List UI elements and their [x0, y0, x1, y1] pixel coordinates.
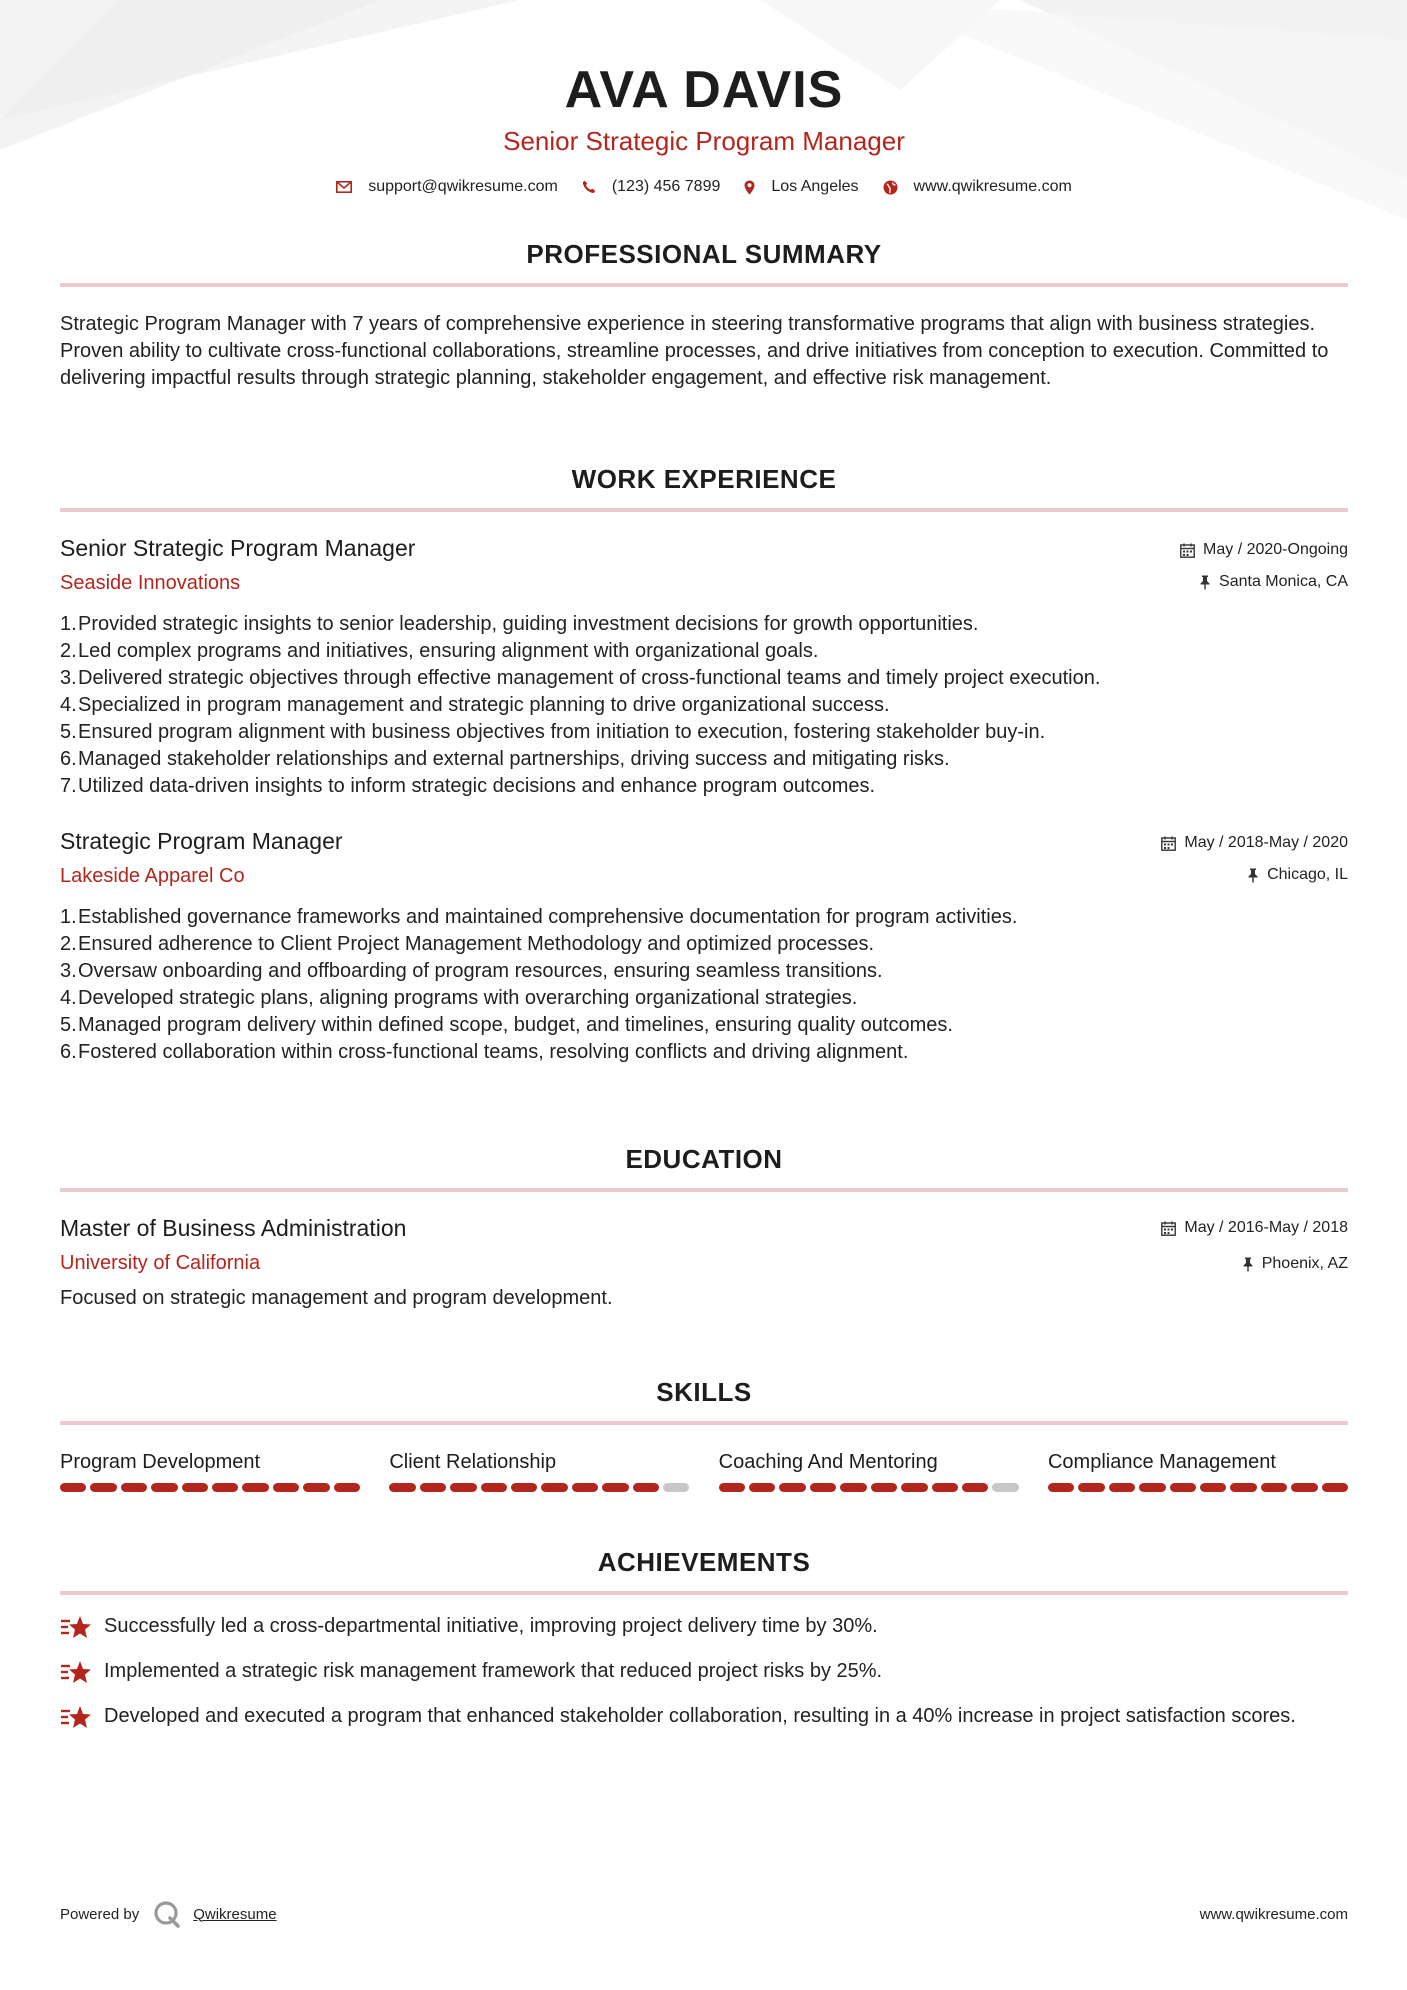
shooting-star-icon [60, 1615, 92, 1641]
degree-title: Master of Business Administration [60, 1215, 407, 1241]
email-text: support@qwikresume.com [368, 178, 558, 195]
skill-rating-bar [389, 1483, 689, 1492]
skill-item [389, 1449, 689, 1492]
pushpin-icon [1247, 868, 1259, 883]
list-item: 4. Specialized in program management and strategic planning to drive organizational success. [60, 694, 890, 716]
job-location: Chicago, IL [1267, 866, 1348, 883]
list-item: 3. Delivered strategic objectives through effective management of cross-functional teams and timely project execution. [60, 667, 1101, 689]
education-heading: EDUCATION [625, 1144, 783, 1174]
skill-item [719, 1449, 1019, 1492]
skill-rating-segment [1170, 1483, 1196, 1492]
skill-rating-segment [242, 1483, 268, 1492]
qwikresume-logo-icon [153, 1900, 181, 1928]
skill-rating-segment [60, 1483, 86, 1492]
achievement-text: Implemented a strategic risk management framework that reduced project risks by 25%. [104, 1660, 883, 1682]
skill-rating-segment [810, 1483, 836, 1492]
skill-rating-segment [273, 1483, 299, 1492]
skill-rating-segment [303, 1483, 329, 1492]
skill-rating-segment [840, 1483, 866, 1492]
website-text: www.qwikresume.com [913, 178, 1072, 195]
list-item: 5. Managed program delivery within defined scope, budget, and timelines, ensuring quality outcomes. [60, 1014, 953, 1036]
resume-header [60, 0, 1348, 196]
skill-rating-segment [541, 1483, 567, 1492]
job-title: Senior Strategic Program Manager [60, 535, 416, 561]
skill-name: Compliance Management [1047, 1451, 1276, 1473]
contact-website[interactable] [883, 178, 1072, 196]
skill-rating-segment [602, 1483, 628, 1492]
list-item: 1. Established governance frameworks and maintained comprehensive documentation for program activities. [60, 906, 1018, 928]
job-dates: May / 2018-May / 2020 [1184, 834, 1348, 851]
skill-rating-segment [1322, 1483, 1348, 1492]
footer-website-link[interactable]: www.qwikresume.com [1199, 1905, 1348, 1923]
skill-rating-segment [182, 1483, 208, 1492]
skill-rating-segment [121, 1483, 147, 1492]
list-item: 2. Led complex programs and initiatives, ensuring alignment with organizational goals. [60, 640, 819, 662]
contact-bar [60, 178, 1348, 196]
section-divider [60, 508, 1348, 512]
candidate-name: AVA DAVIS [564, 61, 844, 119]
list-item: 6. Managed stakeholder relationships and external partnerships, driving success and mitigating risks. [60, 748, 950, 770]
envelope-icon [336, 181, 352, 193]
skill-rating-segment [749, 1483, 775, 1492]
list-item: 6. Fostered collaboration within cross-functional teams, resolving conflicts and driving alignment. [60, 1041, 909, 1063]
contact-email[interactable] [336, 178, 558, 196]
skill-rating-segment [212, 1483, 238, 1492]
calendar-icon [1161, 836, 1176, 851]
skill-rating-segment [1200, 1483, 1226, 1492]
shooting-star-icon [60, 1660, 92, 1686]
skill-rating-bar [719, 1483, 1019, 1492]
skills-heading: SKILLS [656, 1377, 752, 1407]
resume-page [60, 0, 1348, 1727]
education-section [60, 1143, 1348, 1312]
list-item: 4. Developed strategic plans, aligning programs with overarching organizational strategies. [60, 987, 858, 1009]
skill-rating-segment [1078, 1483, 1104, 1492]
experience-section [60, 463, 1348, 1066]
map-pin-icon [744, 180, 755, 195]
skill-rating-bar [60, 1483, 360, 1492]
job-bullets [60, 904, 1348, 1066]
summary-heading: PROFESSIONAL SUMMARY [526, 239, 882, 269]
skill-rating-segment [1048, 1483, 1074, 1492]
list-item: 3. Oversaw onboarding and offboarding of program resources, ensuring seamless transitions. [60, 960, 883, 982]
skill-rating-segment [90, 1483, 116, 1492]
job-bullets [60, 611, 1348, 800]
section-divider [60, 1421, 1348, 1425]
list-item: 2. Ensured adherence to Client Project Management Methodology and optimized processes. [60, 933, 875, 955]
job-company: Seaside Innovations [60, 572, 241, 594]
pushpin-icon [1199, 575, 1211, 590]
skill-rating-segment [719, 1483, 745, 1492]
skill-rating-segment [511, 1483, 537, 1492]
phone-text: (123) 456 7899 [611, 178, 721, 195]
shooting-star-icon [60, 1705, 92, 1731]
skill-rating-segment [1109, 1483, 1135, 1492]
globe-icon [883, 180, 898, 195]
job-entry-1 [60, 533, 1348, 800]
skill-rating-segment [389, 1483, 415, 1492]
skill-rating-segment [1291, 1483, 1317, 1492]
skill-rating-segment [334, 1483, 360, 1492]
skill-rating-segment [962, 1483, 988, 1492]
list-item: 1. Provided strategic insights to senior leadership, guiding investment decisions for growth opportunities. [60, 613, 979, 635]
skill-item [1048, 1449, 1348, 1492]
achievement-item [60, 1703, 1348, 1731]
skill-name: Client Relationship [389, 1451, 557, 1473]
achievement-item [60, 1613, 1348, 1641]
section-divider [60, 283, 1348, 287]
skill-name: Program Development [60, 1451, 261, 1473]
skill-rating-segment [779, 1483, 805, 1492]
achievements-heading: ACHIEVEMENTS [597, 1547, 811, 1577]
skill-rating-segment [1139, 1483, 1165, 1492]
skill-rating-segment [992, 1483, 1018, 1492]
section-divider [60, 1591, 1348, 1595]
job-company: Lakeside Apparel Co [60, 865, 245, 887]
phone-icon [582, 180, 596, 194]
skill-rating-segment [572, 1483, 598, 1492]
education-dates: May / 2016-May / 2018 [1184, 1219, 1348, 1236]
qwikresume-link[interactable]: Qwikresume [193, 1905, 277, 1923]
skill-rating-segment [1261, 1483, 1287, 1492]
skill-rating-segment [151, 1483, 177, 1492]
job-location: Santa Monica, CA [1219, 573, 1348, 590]
education-entry [60, 1213, 1348, 1312]
powered-by-label: Powered by [60, 1905, 140, 1923]
location-text: Los Angeles [771, 178, 859, 195]
experience-heading: WORK EXPERIENCE [571, 464, 837, 494]
list-item: 5. Ensured program alignment with business objectives from initiation to execution, fostering stakeholder buy-in. [60, 721, 1046, 743]
skills-section [60, 1376, 1348, 1492]
skill-rating-segment [420, 1483, 446, 1492]
summary-section [60, 238, 1348, 392]
school-name: University of California [60, 1252, 261, 1274]
pushpin-icon [1242, 1257, 1254, 1272]
summary-text: Strategic Program Manager with 7 years of comprehensive experience in steering transformative programs that align with business strategies. Proven ability to cultivate cross-functional collaborations, streamline processes, and drive initiatives from conception to execution. Committed to delivering impactful results through strategic planning, stakeholder engagement, and effective risk management. [60, 313, 1329, 389]
skill-name: Coaching And Mentoring [718, 1451, 938, 1473]
achievements-section [60, 1546, 1348, 1731]
contact-phone[interactable] [582, 178, 721, 196]
education-location: Phoenix, AZ [1261, 1255, 1348, 1272]
contact-location [744, 178, 858, 196]
skill-rating-segment [663, 1483, 689, 1492]
skill-rating-segment [481, 1483, 507, 1492]
skill-rating-segment [633, 1483, 659, 1492]
calendar-icon [1180, 543, 1195, 558]
list-item: 7. Utilized data-driven insights to inform strategic decisions and enhance program outcomes. [60, 775, 876, 797]
skill-rating-segment [450, 1483, 476, 1492]
skill-rating-segment [1230, 1483, 1256, 1492]
achievement-text: Successfully led a cross-departmental initiative, improving project delivery time by 30%. [104, 1615, 878, 1637]
skill-rating-segment [901, 1483, 927, 1492]
achievement-text: Developed and executed a program that enhanced stakeholder collaboration, resulting in a 40% increase in project satisfaction scores. [104, 1705, 1296, 1727]
section-divider [60, 1188, 1348, 1192]
job-entry-2 [60, 826, 1348, 1066]
page-footer [60, 1900, 1348, 1928]
skill-rating-segment [871, 1483, 897, 1492]
skill-rating-bar [1048, 1483, 1348, 1492]
skill-rating-segment [932, 1483, 958, 1492]
calendar-icon [1161, 1221, 1176, 1236]
skills-list [60, 1449, 1348, 1492]
job-dates: May / 2020-Ongoing [1203, 541, 1348, 558]
job-title: Strategic Program Manager [60, 828, 343, 854]
achievement-item [60, 1658, 1348, 1686]
skill-item [60, 1449, 360, 1492]
candidate-title: Senior Strategic Program Manager [503, 126, 905, 156]
education-description: Focused on strategic management and program development. [60, 1287, 613, 1309]
